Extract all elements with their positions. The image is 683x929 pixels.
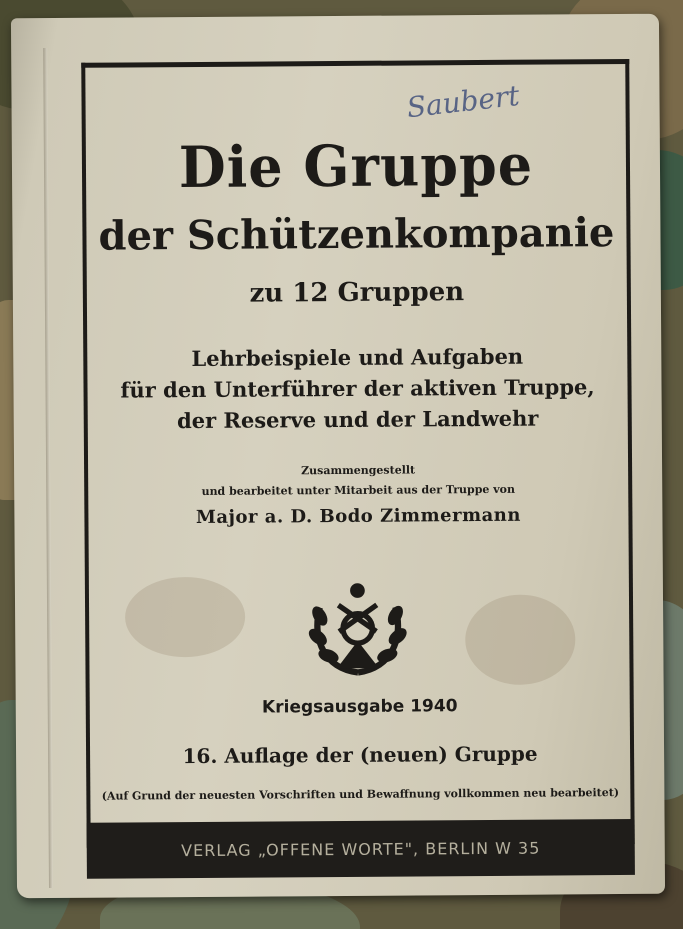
- handwritten-signature: Saubert: [405, 78, 522, 125]
- description-line: der Reserve und der Landwehr: [176, 405, 539, 434]
- revision-note: (Auf Grund der neuesten Vorschriften und Bewaffnung vollkommen neu bearbeitet): [101, 786, 620, 803]
- edition-label: Kriegsausgabe 1940: [261, 696, 458, 718]
- spine-crease: [43, 48, 53, 888]
- publisher-label: VERLAG „OFFENE WORTE", BERLIN W 35: [181, 838, 541, 860]
- author: Major a. D. Bodo Zimmermann: [195, 504, 522, 528]
- book-cover: [11, 14, 665, 899]
- publisher-band: [87, 819, 635, 879]
- auflage-label: 16. Auflage der (neuen) Gruppe: [182, 741, 538, 769]
- credit-line: Zusammengestellt: [301, 463, 416, 478]
- book-subtitle-2: zu 12 Gruppen: [249, 277, 465, 309]
- credit: [84, 459, 632, 503]
- description: [83, 340, 632, 437]
- book-title: Die Gruppe: [178, 131, 534, 201]
- wreath-emblem-icon: [305, 576, 411, 682]
- description-line: für den Unterführer der aktiven Truppe,: [120, 374, 595, 403]
- description-line: Lehrbeispiele und Aufgaben: [191, 343, 524, 372]
- credit-line: und bearbeitet unter Mitarbeit aus der Truppe von: [201, 482, 515, 498]
- book-subtitle: der Schützenkompanie: [98, 209, 615, 260]
